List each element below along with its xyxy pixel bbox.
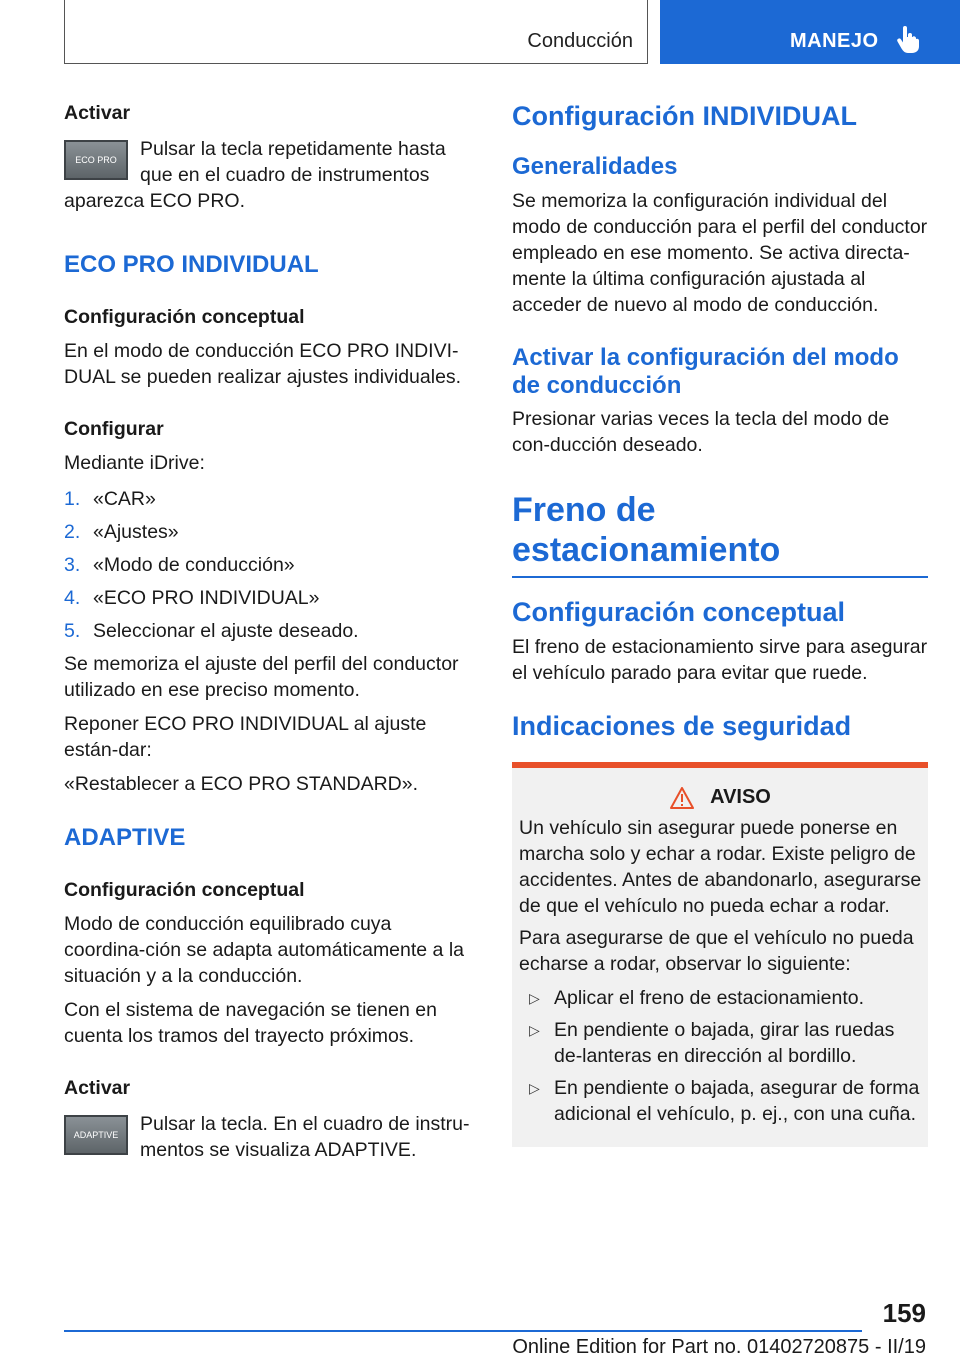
activar-block (64, 136, 476, 214)
warning-title: AVISO (519, 786, 922, 809)
activar-block-2 (64, 1111, 476, 1163)
activar-text-2: Pulsar la tecla. En el cuadro de instru-mentos se visualiza ADAPTIVE. (140, 1113, 470, 1161)
section-title: Conducción (527, 30, 633, 52)
list-item: ▷ Aplicar el freno de estacionamiento. (529, 987, 865, 1009)
warning-triangle-icon (670, 787, 694, 809)
edition-text: Online Edition for Part no. 01402720875 - II/19 (512, 1336, 926, 1358)
heading-divider (512, 576, 928, 578)
list-item: 4. «ECO PRO INDIVIDUAL» (64, 587, 320, 609)
concept-heading-2: Configuración conceptual (64, 879, 305, 901)
generalidades-heading: Generalidades (512, 153, 678, 180)
navegacion-text: Con el sistema de navegación se tienen en cuenta los tramos del trayecto próximos. (64, 999, 437, 1047)
activar-config-heading: Activar la configuración del modo de conducción (512, 344, 899, 399)
chapter-tab[interactable] (660, 0, 960, 64)
concept-text-1: En el modo de conducción ECO PRO INDIVI-DUAL se pueden realizar ajustes individuales. (64, 340, 462, 388)
eco-pro-button-image (64, 140, 128, 180)
seguridad-heading: Indicaciones de seguridad (512, 711, 852, 741)
adaptive-button-image (64, 1115, 128, 1155)
right-column (512, 100, 928, 1147)
adaptive-heading: ADAPTIVE (64, 824, 186, 851)
individual-heading: Configuración INDIVIDUAL (512, 101, 857, 131)
generalidades-text: Se memoriza la configuración individual del modo de conducción para el perfil del conductor empleado en ese momento. Se activa directa-mente la última configuración ajustada al acceder de nuevo al modo de conducción. (512, 190, 928, 316)
section-header-box (64, 0, 648, 64)
list-item: ▷ En pendiente o bajada, girar las ruedas de-lanteras en dirección al bordillo. (529, 1019, 895, 1067)
warning-text-1: Un vehículo sin asegurar puede ponerse en marcha solo y echar a rodar. Existe peligro de accidentes. Antes de abandonarlo, asegurarse de que el vehículo no pueda echar a rodar. (519, 817, 922, 917)
left-column (64, 100, 476, 1163)
warning-bullets (519, 985, 922, 1127)
warning-text-2: Para asegurarse de que el vehículo no pueda echarse a rodar, observar lo siguiente: (519, 927, 914, 975)
list-item: 5. Seleccionar el ajuste deseado. (64, 620, 359, 642)
concept-heading-1: Configuración conceptual (64, 306, 305, 328)
freno-concept-text: El freno de estacionamiento sirve para asegurar el vehículo parado para evitar que ruede. (512, 636, 928, 684)
configurar-steps (64, 486, 476, 644)
activar-config-text: Presionar varias veces la tecla del modo de con-ducción deseado. (512, 408, 890, 456)
reponer-text: Reponer ECO PRO INDIVIDUAL al ajuste están-dar: (64, 713, 427, 761)
list-item: ▷ En pendiente o bajada, asegurar de forma adicional el vehículo, p. ej., con una cuña. (529, 1077, 920, 1125)
freno-concept-heading: Configuración conceptual (512, 597, 846, 627)
chapter-title: MANEJO (790, 30, 879, 52)
list-item: 3. «Modo de conducción» (64, 554, 295, 576)
page-number: 159 (882, 1298, 926, 1328)
configurar-intro: Mediante iDrive: (64, 452, 205, 474)
activar-heading-2: Activar (64, 1077, 131, 1099)
warning-box (512, 762, 928, 1147)
list-item: 2. «Ajustes» (64, 521, 179, 543)
activar-text: Pulsar la tecla repetidamente hasta que en el cuadro de instrumentos aparezca ECO PRO. (64, 138, 446, 212)
restablecer-text: «Restablecer a ECO PRO STANDARD». (64, 773, 418, 795)
hand-pointer-icon (896, 26, 920, 54)
activar-heading: Activar (64, 102, 131, 124)
list-item: 1. «CAR» (64, 488, 156, 510)
configurar-heading: Configurar (64, 418, 164, 440)
footer-divider (64, 1330, 862, 1332)
concept-text-2: Modo de conducción equilibrado cuya coordina-ción se adapta automáticamente a la situación y a la conducción. (64, 913, 464, 987)
memoriza-text: Se memoriza el ajuste del perfil del conductor utilizado en ese preciso momento. (64, 653, 459, 701)
adaptive-button-label: ADAPTIVE (73, 1130, 119, 1140)
freno-heading: Freno de estacionamiento (512, 491, 781, 569)
eco-pro-individual-heading: ECO PRO INDIVIDUAL (64, 251, 319, 278)
eco-pro-button-label: ECO PRO (75, 155, 117, 165)
